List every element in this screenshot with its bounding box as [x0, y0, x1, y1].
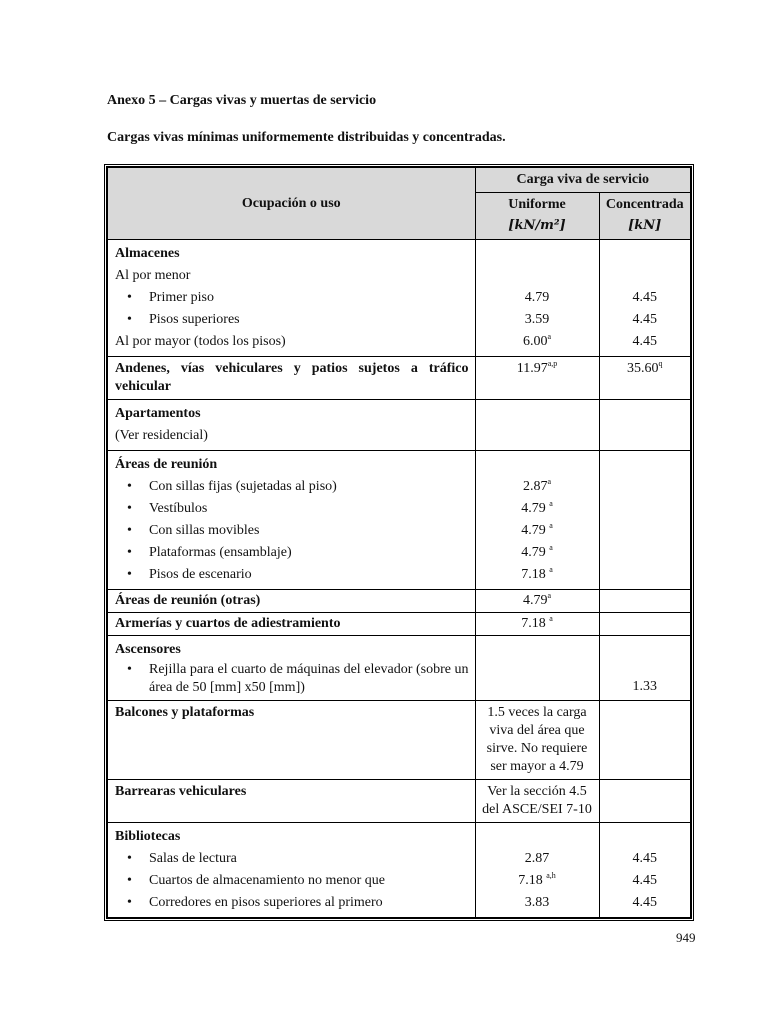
value-number: 7.18: [521, 616, 546, 631]
footnote-mark: a: [547, 591, 552, 600]
uniform-value: [478, 564, 597, 586]
uniform-cell: [475, 451, 599, 590]
section-title: Ascensores: [115, 642, 181, 657]
concentrated-cell: [599, 590, 691, 613]
footnote-mark: a: [547, 332, 552, 341]
row-name-cell: [107, 451, 475, 590]
list-item: [115, 287, 469, 309]
header-concentrated: [599, 193, 691, 240]
uniform-value: [478, 870, 597, 892]
uniform-cell: [475, 613, 599, 636]
value-number: 7.18: [521, 567, 546, 582]
value-number: 4.79: [521, 501, 546, 516]
list-item-label: Rejilla para el cuarto de máquinas del elevador (sobre un área de 50 [mm] x50 [mm]): [149, 662, 469, 695]
section-title: Balcones y plataformas: [115, 705, 255, 720]
value-number: 6.00: [522, 334, 548, 349]
concentrated-cell: [599, 823, 691, 919]
row-subtitle: Al por menor: [115, 268, 191, 283]
header-concentrated-unit: [kN]: [628, 218, 662, 233]
uniform-cell: [475, 590, 599, 613]
table-header-row: [107, 167, 691, 193]
table-row: [107, 780, 691, 823]
row-name-cell: [107, 701, 475, 780]
concentrated-value: 4.45: [632, 290, 657, 305]
list-item: [115, 476, 469, 498]
page-number: 949: [676, 930, 696, 945]
list-item-label: Corredores en pisos superiores al primero: [149, 895, 383, 910]
uniform-value: [478, 498, 597, 520]
list-item: [115, 564, 469, 586]
row-name-cell: [107, 400, 475, 451]
table-row: [107, 701, 691, 780]
footnote-mark: a: [549, 614, 553, 623]
list-item-label: Con sillas movibles: [149, 523, 260, 538]
concentrated-value: 4.45: [632, 851, 657, 866]
uniform-cell: [475, 780, 599, 823]
concentrated-value: 4.45: [632, 895, 657, 910]
list-item: [115, 848, 469, 870]
list-item-label: Cuartos de almacenamiento no menor que: [149, 873, 385, 888]
header-occupancy: Ocupación o uso: [107, 167, 475, 240]
bullet-icon: •: [127, 312, 132, 327]
annex-heading: Anexo 5 – Cargas vivas y muertas de servicio: [107, 93, 377, 108]
uniform-value: 2.87: [524, 851, 550, 866]
concentrated-cell: [599, 357, 691, 400]
table-row: [107, 636, 691, 701]
uniform-value: [478, 360, 597, 378]
table-row: [107, 613, 691, 636]
section-title: Áreas de reunión: [115, 457, 218, 472]
uniform-cell: [475, 636, 599, 701]
value-number: 4.79: [521, 523, 546, 538]
uniform-value: [478, 542, 597, 564]
uniform-cell: [475, 240, 599, 357]
uniform-value: Ver la sección 4.5 del ASCE/SEI 7-10: [482, 784, 592, 817]
bullet-icon: •: [127, 851, 132, 866]
row-subtitle: Al por mayor (todos los pisos): [115, 334, 286, 349]
header-live-load-group: Carga viva de servicio: [475, 167, 691, 193]
footnote-mark: a: [549, 565, 553, 574]
live-loads-table: [106, 166, 692, 919]
section-title: Almacenes: [115, 246, 180, 261]
row-name-cell: [107, 240, 475, 357]
value-number: 4.79: [521, 545, 546, 560]
concentrated-cell: [599, 701, 691, 780]
uniform-value: 4.79: [524, 290, 550, 305]
table-row: [107, 400, 691, 451]
list-item: [115, 520, 469, 542]
bullet-icon: •: [127, 501, 132, 516]
bullet-icon: •: [127, 290, 132, 305]
uniform-value: [478, 520, 597, 542]
uniform-value: 3.59: [524, 312, 550, 327]
table-row: [107, 590, 691, 613]
value-number: 11.97: [516, 361, 548, 376]
table-caption: Cargas vivas mínimas uniformemente distribuidas y concentradas.: [107, 130, 506, 145]
uniform-cell: [475, 400, 599, 451]
header-uniform: [475, 193, 599, 240]
bullet-icon: •: [127, 895, 132, 910]
row-name-cell: [107, 636, 475, 701]
footnote-mark: a,h: [546, 871, 556, 880]
concentrated-value: 1.33: [632, 679, 657, 694]
list-item: [115, 498, 469, 520]
table-row: [107, 240, 691, 357]
footnote-mark: a: [547, 477, 552, 486]
header-uniform-label: Uniforme: [508, 197, 566, 212]
bullet-icon: •: [127, 545, 132, 560]
table-row: [107, 357, 691, 400]
uniform-cell: [475, 823, 599, 919]
concentrated-cell: [599, 400, 691, 451]
uniform-value: [478, 476, 597, 498]
header-uniform-unit: [kN/m²]: [508, 218, 566, 233]
table-row: [107, 451, 691, 590]
list-item: [115, 542, 469, 564]
list-item-label: Plataformas (ensamblaje): [149, 545, 292, 560]
concentrated-value: 4.45: [632, 334, 657, 349]
row-name-cell: [107, 823, 475, 919]
uniform-value: [478, 593, 597, 609]
concentrated-cell: [599, 451, 691, 590]
list-item: [115, 309, 469, 331]
concentrated-value: [602, 360, 689, 378]
footnote-mark: q: [658, 359, 663, 368]
list-item: [115, 870, 469, 892]
uniform-cell: [475, 357, 599, 400]
concentrated-cell: [599, 613, 691, 636]
concentrated-cell: [599, 240, 691, 357]
list-item-label: Salas de lectura: [149, 851, 237, 866]
header-concentrated-label: Concentrada: [605, 197, 684, 212]
footnote-mark: a,p: [547, 359, 558, 368]
section-title: Apartamentos: [115, 406, 201, 421]
table-row: [107, 823, 691, 919]
list-item-label: Primer piso: [149, 290, 214, 305]
concentrated-value: 4.45: [632, 873, 657, 888]
bullet-icon: •: [127, 567, 132, 582]
footnote-mark: a: [549, 543, 553, 552]
list-item-label: Pisos de escenario: [149, 567, 252, 582]
uniform-cell: [475, 701, 599, 780]
bullet-icon: •: [127, 523, 132, 538]
bullet-icon: •: [127, 873, 132, 888]
uniform-value: [478, 331, 597, 353]
section-title: Andenes, vías vehiculares y patios sujetos a tráfico vehicular: [115, 361, 469, 394]
section-title: Barrearas vehiculares: [115, 784, 247, 799]
uniform-value: [478, 616, 597, 632]
section-title: Áreas de reunión (otras): [115, 593, 261, 608]
row-name-cell: [107, 357, 475, 400]
row-subtitle: (Ver residencial): [115, 428, 208, 443]
footnote-mark: a: [549, 499, 553, 508]
uniform-value: 3.83: [524, 895, 550, 910]
concentrated-cell: [599, 636, 691, 701]
footnote-mark: a: [549, 521, 553, 530]
row-name-cell: [107, 590, 475, 613]
row-name-cell: [107, 613, 475, 636]
value-number: 7.18: [518, 873, 543, 888]
list-item-label: Con sillas fijas (sujetadas al piso): [149, 479, 337, 494]
row-name-cell: [107, 780, 475, 823]
concentrated-cell: [599, 780, 691, 823]
section-title: Bibliotecas: [115, 829, 181, 844]
list-item: [115, 892, 469, 914]
uniform-value: 1.5 veces la carga viva del área que sirve. No requiere ser mayor a 4.79: [486, 705, 588, 774]
value-number: 35.60: [627, 361, 659, 376]
value-number: 2.87: [522, 479, 548, 494]
value-number: 4.79: [522, 593, 548, 608]
list-item-label: Vestíbulos: [149, 501, 208, 516]
bullet-icon: •: [127, 479, 132, 494]
section-title: Armerías y cuartos de adiestramiento: [115, 616, 341, 631]
bullet-icon: •: [127, 662, 132, 677]
list-item-label: Pisos superiores: [149, 312, 240, 327]
list-item: [115, 661, 469, 697]
concentrated-value: 4.45: [632, 312, 657, 327]
